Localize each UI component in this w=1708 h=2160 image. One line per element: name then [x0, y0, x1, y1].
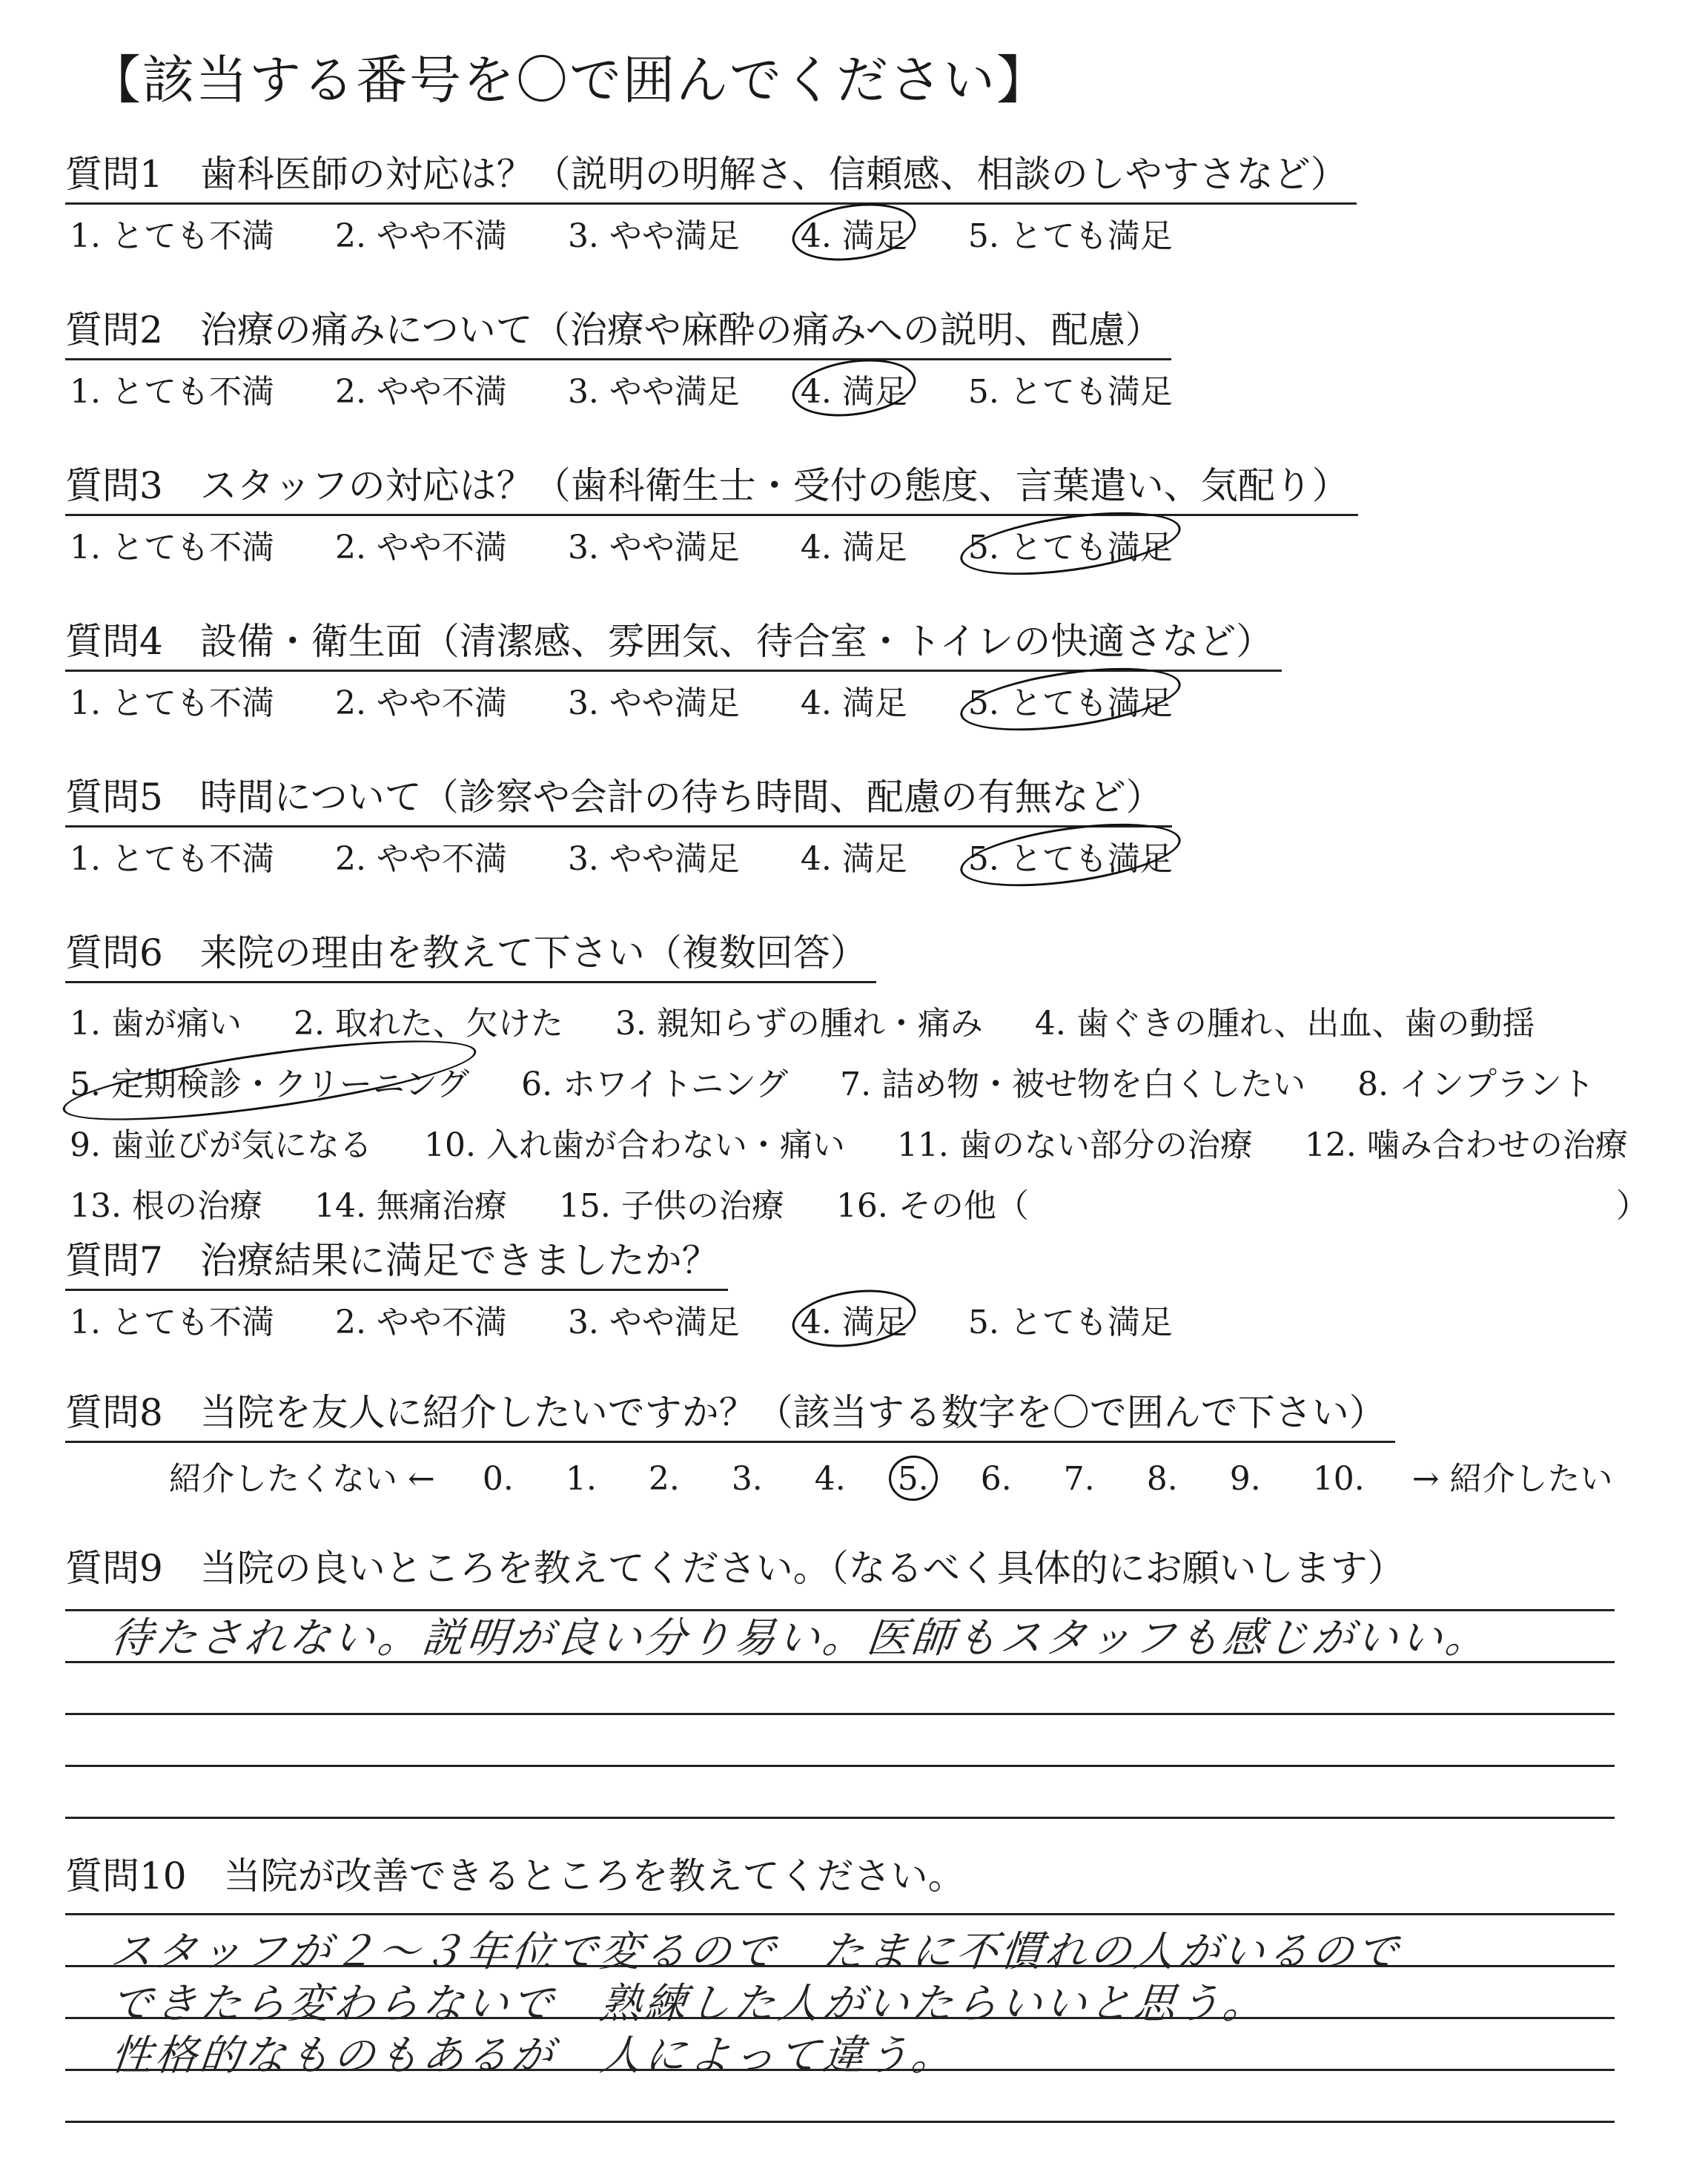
question-5-heading: 質問5 時間について（診察や会計の待ち時間、配慮の有無など） — [65, 767, 1172, 828]
q8-score-1[interactable]: 1. — [565, 1460, 597, 1498]
q6-reasons-row-2 — [65, 1057, 1686, 1105]
q1-option-4[interactable]: 4. 満足 — [796, 209, 912, 257]
question-6-heading: 質問6 来院の理由を教えて下さい（複数回答） — [65, 923, 876, 983]
q8-score-4[interactable]: 4. — [814, 1460, 846, 1498]
question-1-heading: 質問1 歯科医師の対応は？（説明の明解さ、信頼感、相談のしやすさなど） — [65, 145, 1357, 205]
question-1 — [65, 145, 1357, 257]
question-3 — [65, 456, 1358, 568]
q6-reasons-row-3 — [65, 1118, 1686, 1166]
q8-score-8[interactable]: 8. — [1146, 1460, 1178, 1498]
question-10-heading: 質問10 当院が改善できるところを教えてください。 — [65, 1855, 965, 1898]
q10-answer-rule-4 — [65, 2069, 1615, 2071]
question-9-heading: 質問9 当院の良いところを教えてください。（なるべく具体的にお願いします） — [65, 1547, 1405, 1590]
q6-reason-3[interactable]: 3. 親知らずの腫れ・痛み — [615, 1005, 983, 1043]
question-3-heading: 質問3 スタッフの対応は？（歯科衛生士・受付の態度、言葉遣い、気配り） — [65, 456, 1358, 516]
q8-score-3[interactable]: 3. — [731, 1460, 763, 1498]
q4-option-4[interactable]: 4. 満足 — [800, 684, 907, 722]
question-5 — [65, 767, 1219, 879]
question-9 — [65, 1539, 1405, 1592]
q8-left-label: 紹介したくない ← — [169, 1460, 435, 1498]
q6-reason-8[interactable]: 8. インプラント — [1357, 1066, 1595, 1103]
q7-option-5[interactable]: 5. とても満足 — [967, 1304, 1173, 1341]
q2-option-4[interactable]: 4. 満足 — [796, 365, 912, 412]
q1-option-5[interactable]: 5. とても満足 — [967, 217, 1173, 255]
question-6 — [65, 923, 1686, 1226]
q8-score-6[interactable]: 6. — [980, 1460, 1012, 1498]
q9-answer-rule-1 — [65, 1609, 1615, 1611]
q5-option-3[interactable]: 3. やや満足 — [567, 840, 740, 878]
q6-reason-13[interactable]: 13. 根の治療 — [70, 1187, 262, 1225]
q7-option-1[interactable]: 1. とても不満 — [70, 1304, 274, 1341]
question-8 — [65, 1383, 1646, 1499]
question-4 — [65, 612, 1282, 724]
q7-option-4[interactable]: 4. 満足 — [796, 1295, 912, 1343]
q9-answer-rule-5 — [65, 1817, 1615, 1819]
question-1-options — [65, 209, 1357, 257]
q6-reason-11[interactable]: 11. 歯のない部分の治療 — [896, 1126, 1253, 1164]
question-8-heading: 質問8 当院を友人に紹介したいですか？（該当する数字を〇で囲んで下さい） — [65, 1383, 1395, 1443]
q7-option-2[interactable]: 2. やや不満 — [334, 1304, 507, 1341]
q9-answer-line-1[interactable]: 待たされない。説明が良い分り易い。医師もスタッフも感じがいい。 — [108, 1614, 1492, 1662]
q4-option-2[interactable]: 2. やや不満 — [334, 684, 507, 722]
q10-answer-line-3[interactable]: 性格的なものもあるが 人によって違う。 — [108, 2032, 959, 2080]
q6-reason-5[interactable]: 5. 定期検診・クリーニング — [65, 1057, 474, 1105]
q1-option-3[interactable]: 3. やや満足 — [567, 217, 740, 255]
q6-reason-12[interactable]: 12. 噛み合わせの治療 — [1304, 1126, 1628, 1164]
q9-answer-rule-4 — [65, 1765, 1615, 1767]
question-4-options — [65, 676, 1282, 724]
q9-answer-rule-2 — [65, 1661, 1615, 1663]
question-2 — [65, 300, 1219, 412]
q3-option-3[interactable]: 3. やや満足 — [567, 529, 740, 567]
q6-reason-10[interactable]: 10. 入れ歯が合わない・痛い — [423, 1126, 845, 1164]
q2-option-3[interactable]: 3. やや満足 — [567, 373, 740, 411]
q6-reasons-row-1 — [65, 997, 1686, 1044]
question-10 — [65, 1846, 965, 1900]
q5-option-2[interactable]: 2. やや不満 — [334, 840, 507, 878]
q3-option-2[interactable]: 2. やや不満 — [334, 529, 507, 567]
q6-reason-1[interactable]: 1. 歯が痛い — [70, 1005, 242, 1043]
q8-score-0[interactable]: 0. — [482, 1460, 514, 1498]
q6-reason-2[interactable]: 2. 取れた、欠けた — [293, 1005, 563, 1043]
q5-option-1[interactable]: 1. とても不満 — [70, 840, 274, 878]
q6-reasons-row-4 — [65, 1179, 1686, 1226]
q1-option-1[interactable]: 1. とても不満 — [70, 217, 274, 255]
q2-option-1[interactable]: 1. とても不満 — [70, 373, 274, 411]
q8-score-7[interactable]: 7. — [1063, 1460, 1095, 1498]
q3-option-5[interactable]: 5. とても満足 — [964, 521, 1177, 568]
page-title: 【該当する番号を〇で囲んでください】 — [89, 50, 1050, 110]
q4-option-5[interactable]: 5. とても満足 — [964, 676, 1177, 724]
q5-option-5[interactable]: 5. とても満足 — [964, 832, 1177, 879]
q4-option-3[interactable]: 3. やや満足 — [567, 684, 740, 722]
question-7 — [65, 1231, 1219, 1343]
q6-reason-14[interactable]: 14. 無痛治療 — [314, 1187, 507, 1225]
question-2-heading: 質問2 治療の痛みについて（治療や麻酔の痛みへの説明、配慮） — [65, 300, 1171, 360]
q6-reason-15[interactable]: 15. 子供の治療 — [558, 1187, 784, 1225]
q1-option-2[interactable]: 2. やや不満 — [334, 217, 507, 255]
q8-score-9[interactable]: 9. — [1229, 1460, 1261, 1498]
q6-reason-4[interactable]: 4. 歯ぐきの腫れ、出血、歯の動揺 — [1034, 1005, 1535, 1043]
question-3-options — [65, 521, 1358, 568]
q6-reason-9[interactable]: 9. 歯並びが気になる — [70, 1126, 372, 1164]
q6-reason-7[interactable]: 7. 詰め物・被せ物を白くしたい — [840, 1066, 1306, 1103]
q6-reason-16[interactable]: 16. その他（ ） — [835, 1187, 1649, 1225]
q9-answer-rule-3 — [65, 1713, 1615, 1715]
q3-option-4[interactable]: 4. 満足 — [800, 529, 907, 567]
q10-answer-rule-2 — [65, 1965, 1615, 1967]
q8-score-2[interactable]: 2. — [648, 1460, 680, 1498]
q8-scale — [65, 1452, 1646, 1499]
question-7-options — [65, 1295, 1219, 1343]
q10-answer-rule-3 — [65, 2017, 1615, 2019]
q8-right-label: → 紹介したい — [1411, 1460, 1613, 1498]
q10-answer-rule-5 — [65, 2121, 1615, 2123]
q3-option-1[interactable]: 1. とても不満 — [70, 529, 274, 567]
question-7-heading: 質問7 治療結果に満足できましたか？ — [65, 1231, 728, 1291]
q10-answer-rule-1 — [65, 1913, 1615, 1915]
question-4-heading: 質問4 設備・衛生面（清潔感、雰囲気、待合室・トイレの快適さなど） — [65, 612, 1282, 672]
question-5-options — [65, 832, 1219, 879]
question-2-options — [65, 365, 1219, 412]
q7-option-3[interactable]: 3. やや満足 — [567, 1304, 740, 1341]
q2-option-5[interactable]: 5. とても満足 — [967, 373, 1173, 411]
q8-score-10[interactable]: 10. — [1312, 1460, 1365, 1498]
q10-answer-line-1[interactable]: スタッフが２〜３年位で変るので たまに不慣れの人がいるので — [108, 1928, 1403, 1976]
q4-option-1[interactable]: 1. とても不満 — [70, 684, 274, 722]
q2-option-2[interactable]: 2. やや不満 — [334, 373, 507, 411]
q10-answer-line-2[interactable]: できたら変わらないで 熟練した人がいたらいいと思う。 — [108, 1980, 1270, 2028]
q8-score-5[interactable]: 5. — [893, 1460, 933, 1498]
q5-option-4[interactable]: 4. 満足 — [800, 840, 907, 878]
q6-reason-6[interactable]: 6. ホワイトニング — [521, 1066, 789, 1103]
